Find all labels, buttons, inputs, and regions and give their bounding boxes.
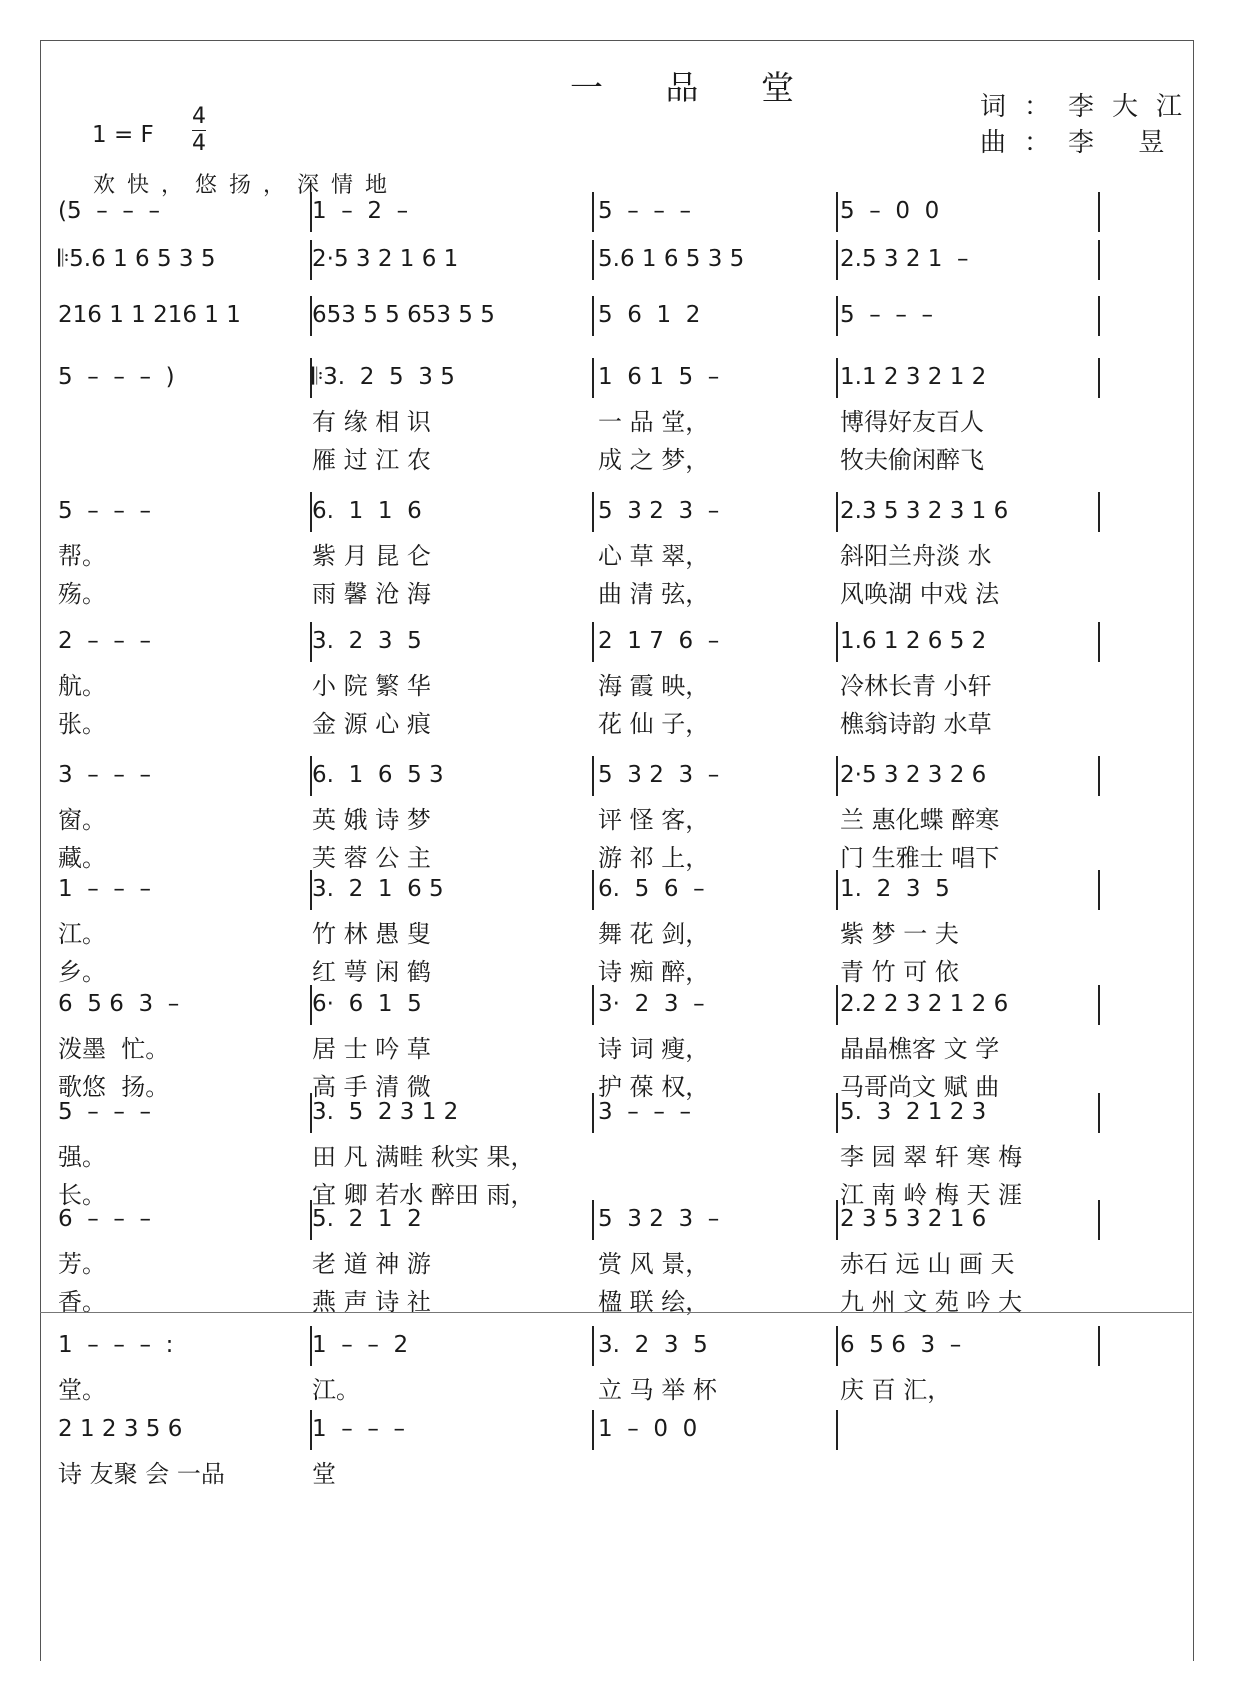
measure-notes: 5 3 2 3 –: [598, 498, 720, 524]
measure-notes: 3 – – –: [598, 1099, 691, 1125]
lyric-verse-1: 一 品 堂，: [598, 408, 710, 436]
lyric-verse-1: 评 怪 客，: [598, 806, 710, 834]
lyric-verse-2: 门 生雅士 唱下: [840, 844, 1000, 872]
lyric-verse-1: 斜阳兰舟淡 水: [840, 542, 992, 570]
lyric-verse-1: 江。: [312, 1376, 360, 1404]
bar-line: [836, 192, 838, 232]
lyric-verse-2: 游 祁 上，: [598, 844, 710, 872]
lyric-verse-1: 兰 惠化蝶 醉寒: [840, 806, 1000, 834]
measure-notes: 5 – – –: [840, 302, 933, 328]
lyric-verse-1: 堂。: [58, 1376, 106, 1404]
score-line: [50, 870, 1200, 1000]
measure-notes: 1 – 0 0: [598, 1416, 698, 1442]
measure-notes: 5 – 0 0: [840, 198, 940, 224]
lyric-verse-2: 高 手 清 微: [312, 1073, 431, 1101]
meter-top: 4: [192, 104, 206, 129]
lyric-verse-2: 红 萼 闲 鹤: [312, 958, 431, 986]
lyric-verse-1: 竹 林 愚 叟: [312, 920, 431, 948]
bar-line: [1098, 492, 1100, 532]
score-line: [50, 1200, 1200, 1330]
measure-notes: 1 – – 2: [312, 1332, 409, 1358]
bar-line: [592, 358, 594, 398]
bar-line: [1098, 296, 1100, 336]
lyric-verse-1: 晶晶樵客 文 学: [840, 1035, 1000, 1063]
lyric-verse-2: 护 葆 权，: [598, 1073, 710, 1101]
bar-line: [592, 756, 594, 796]
lyric-verse-2: 藏。: [58, 844, 106, 872]
lyric-verse-2: 雁 过 江 农: [312, 446, 431, 474]
measure-notes: 2.5 3 2 1 –: [840, 246, 969, 272]
lyric-verse-2: 成 之 梦，: [598, 446, 710, 474]
lyric-verse-2: 诗 痴 醉，: [598, 958, 710, 986]
lyric-verse-1: 帮。: [58, 542, 106, 570]
measure-notes: 6 5 6 3 –: [58, 991, 180, 1017]
measure-notes: 6 – – –: [58, 1206, 151, 1232]
lyric-verse-2: 雨 馨 沧 海: [312, 580, 431, 608]
lyric-verse-2: 宜 卿 若水 醉田 雨，: [312, 1181, 535, 1209]
measure-notes: 2·5 3 2 1 6 1: [312, 246, 459, 272]
lyric-verse-2: 风唤湖 中戏 法: [840, 580, 1000, 608]
measure-notes: 1 – – –: [58, 876, 151, 902]
measure-notes: 1.6 1 2 6 5 2: [840, 628, 987, 654]
measure-notes: 3. 5 2 3 1 2: [312, 1099, 459, 1125]
bar-line: [1098, 622, 1100, 662]
measure-notes: 2·5 3 2 3 2 6: [840, 762, 987, 788]
lyric-verse-1: 紫 梦 一 夫: [840, 920, 959, 948]
measure-notes: 5 – – –: [58, 498, 151, 524]
bar-line: [592, 870, 594, 910]
lyric-verse-2: 马哥尚文 赋 曲: [840, 1073, 1000, 1101]
bar-line: [836, 1200, 838, 1240]
score-line: [50, 1410, 1200, 1540]
lyric-verse-1: 小 院 繁 华: [312, 672, 431, 700]
measure-notes: 3. 2 1 6 5: [312, 876, 444, 902]
lyric-verse-1: 有 缘 相 识: [312, 408, 431, 436]
key-signature: 1 = F: [92, 122, 154, 148]
measure-notes: 5 3 2 3 –: [598, 762, 720, 788]
measure-notes: 6 5 6 3 –: [840, 1332, 962, 1358]
lyric-verse-1: 泼墨 忙。: [58, 1035, 170, 1063]
bar-line: [836, 756, 838, 796]
composer-credit: 曲：李 昱: [980, 128, 1183, 158]
lyric-verse-1: 江。: [58, 920, 106, 948]
measure-notes: 1 – – –: [312, 1416, 405, 1442]
bar-line: [592, 492, 594, 532]
lyric-verse-1: 立 马 举 杯: [598, 1376, 717, 1404]
lyric-verse-2: 花 仙 子，: [598, 710, 710, 738]
lyric-verse-2: 香。: [58, 1288, 106, 1316]
lyric-verse-2: 曲 清 弦，: [598, 580, 710, 608]
lyric-verse-1: 诗 词 瘦，: [598, 1035, 710, 1063]
measure-notes: 6. 1 6 5 3: [312, 762, 444, 788]
lyric-verse-1: 强。: [58, 1143, 106, 1171]
measure-notes: 6. 5 6 –: [598, 876, 705, 902]
lyric-verse-1: 海 霞 映，: [598, 672, 710, 700]
bar-line: [836, 985, 838, 1025]
measure-notes: 5 3 2 3 –: [598, 1206, 720, 1232]
measure-notes: 2 1 7 6 –: [598, 628, 720, 654]
bar-line: [836, 492, 838, 532]
lyric-verse-2: 殇。: [58, 580, 106, 608]
measure-notes: 3. 2 3 5: [312, 628, 422, 654]
lyric-verse-2: 燕 声 诗 社: [312, 1288, 431, 1316]
score-line: [50, 756, 1200, 886]
lyric-verse-1: 李 园 翠 轩 寒 梅: [840, 1143, 1023, 1171]
bar-line: [592, 622, 594, 662]
meter-bottom: 4: [192, 131, 206, 156]
measure-notes: 2 – – –: [58, 628, 151, 654]
measure-notes: 3 – – –: [58, 762, 151, 788]
bar-line: [1098, 1326, 1100, 1366]
time-signature: [192, 104, 206, 157]
bar-line: [1098, 192, 1100, 232]
lyric-verse-1: 心 草 翠，: [598, 542, 710, 570]
bar-line: [592, 1410, 594, 1450]
bar-line: [836, 1093, 838, 1133]
lyricist-credit: 词：李大江: [980, 92, 1201, 122]
tempo-marking: 欢快，悠扬，深情地: [93, 173, 400, 198]
measure-notes: 1.1 2 3 2 1 2: [840, 364, 987, 390]
lyric-verse-1: 博得好友百人: [840, 408, 984, 436]
lyric-verse-1: 航。: [58, 672, 106, 700]
bar-line: [836, 1410, 838, 1450]
measure-notes: 5 – – – ): [58, 364, 175, 390]
measure-notes: 5 6 1 2: [598, 302, 701, 328]
lyric-verse-1: 舞 花 剑，: [598, 920, 710, 948]
lyric-verse-2: 歌悠 扬。: [58, 1073, 170, 1101]
measure-notes: 6· 6 1 5: [312, 991, 422, 1017]
lyric-verse-1: 诗 友聚 会 一品: [58, 1460, 225, 1488]
lyric-verse-1: 紫 月 昆 仑: [312, 542, 431, 570]
measure-notes: 𝄆3. 2 5 3 5: [312, 364, 455, 390]
measure-notes: 3· 2 3 –: [598, 991, 705, 1017]
measure-notes: 5 – – –: [58, 1099, 151, 1125]
lyric-verse-1: 芳。: [58, 1250, 106, 1278]
lyric-verse-2: 长。: [58, 1181, 106, 1209]
lyric-verse-1: 赤石 远 山 画 天: [840, 1250, 1015, 1278]
lyric-verse-2: 九 州 文 苑 吟 大: [840, 1288, 1023, 1316]
measure-notes: 2 3 5 3 2 1 6: [840, 1206, 987, 1232]
measure-notes: 5. 3 2 1 2 3: [840, 1099, 987, 1125]
lyric-verse-2: 乡。: [58, 958, 106, 986]
lyric-verse-2: 芙 蓉 公 主: [312, 844, 431, 872]
lyric-verse-1: 田 凡 满畦 秋实 果，: [312, 1143, 535, 1171]
bar-line: [836, 622, 838, 662]
measure-notes: 3. 2 3 5: [598, 1332, 708, 1358]
score-line: [50, 622, 1200, 752]
lyric-verse-2: 金 源 心 痕: [312, 710, 431, 738]
lyric-verse-1: 居 士 吟 草: [312, 1035, 431, 1063]
measure-notes: 653 5 5 653 5 5: [312, 302, 495, 328]
measure-notes: 5. 2 1 2: [312, 1206, 422, 1232]
lyric-verse-2: 楹 联 绘，: [598, 1288, 710, 1316]
score-line: [50, 358, 1200, 488]
bar-line: [1098, 870, 1100, 910]
bar-line: [592, 296, 594, 336]
measure-notes: 𝄆5.6 1 6 5 3 5: [58, 246, 216, 272]
lyric-verse-1: 冷林长青 小轩: [840, 672, 992, 700]
measure-notes: 1. 2 3 5: [840, 876, 950, 902]
measure-notes: 1 6 1 5 –: [598, 364, 720, 390]
bar-line: [592, 1200, 594, 1240]
bar-line: [836, 870, 838, 910]
score-line: [50, 492, 1200, 622]
measure-notes: (5 – – –: [58, 198, 160, 224]
volta-divider: [40, 1312, 1192, 1313]
bar-line: [1098, 358, 1100, 398]
bar-line: [1098, 1200, 1100, 1240]
lyric-verse-2: 江 南 岭 梅 天 涯: [840, 1181, 1023, 1209]
bar-line: [836, 358, 838, 398]
lyric-verse-1: 庆 百 汇，: [840, 1376, 952, 1404]
bar-line: [592, 985, 594, 1025]
lyric-verse-2: 张。: [58, 710, 106, 738]
lyric-verse-1: 英 娥 诗 梦: [312, 806, 431, 834]
bar-line: [1098, 1093, 1100, 1133]
measure-notes: 2.2 2 3 2 1 2 6: [840, 991, 1009, 1017]
bar-line: [836, 296, 838, 336]
bar-line: [592, 240, 594, 280]
bar-line: [592, 1093, 594, 1133]
lyric-verse-1: 赏 风 景，: [598, 1250, 710, 1278]
bar-line: [1098, 985, 1100, 1025]
measure-notes: 6. 1 1 6: [312, 498, 422, 524]
lyric-verse-1: 老 道 神 游: [312, 1250, 431, 1278]
bar-line: [836, 240, 838, 280]
lyric-verse-2: 牧夫偷闲醉飞: [840, 446, 984, 474]
measure-notes: 216 1 1 216 1 1: [58, 302, 241, 328]
bar-line: [592, 1326, 594, 1366]
lyric-verse-1: 窗。: [58, 806, 106, 834]
measure-notes: 1 – 2 –: [312, 198, 409, 224]
bar-line: [1098, 240, 1100, 280]
measure-notes: 5 – – –: [598, 198, 691, 224]
measure-notes: 1 – – – :: [58, 1332, 174, 1358]
bar-line: [836, 1326, 838, 1366]
song-title: 一 品 堂: [570, 68, 820, 107]
bar-line: [592, 192, 594, 232]
lyric-verse-1: 堂: [312, 1460, 336, 1488]
lyric-verse-2: 樵翁诗韵 水草: [840, 710, 992, 738]
measure-notes: 5.6 1 6 5 3 5: [598, 246, 745, 272]
measure-notes: 2.3 5 3 2 3 1 6: [840, 498, 1009, 524]
lyric-verse-2: 青 竹 可 依: [840, 958, 959, 986]
measure-notes: 2 1 2 3 5 6: [58, 1416, 183, 1442]
bar-line: [1098, 756, 1100, 796]
